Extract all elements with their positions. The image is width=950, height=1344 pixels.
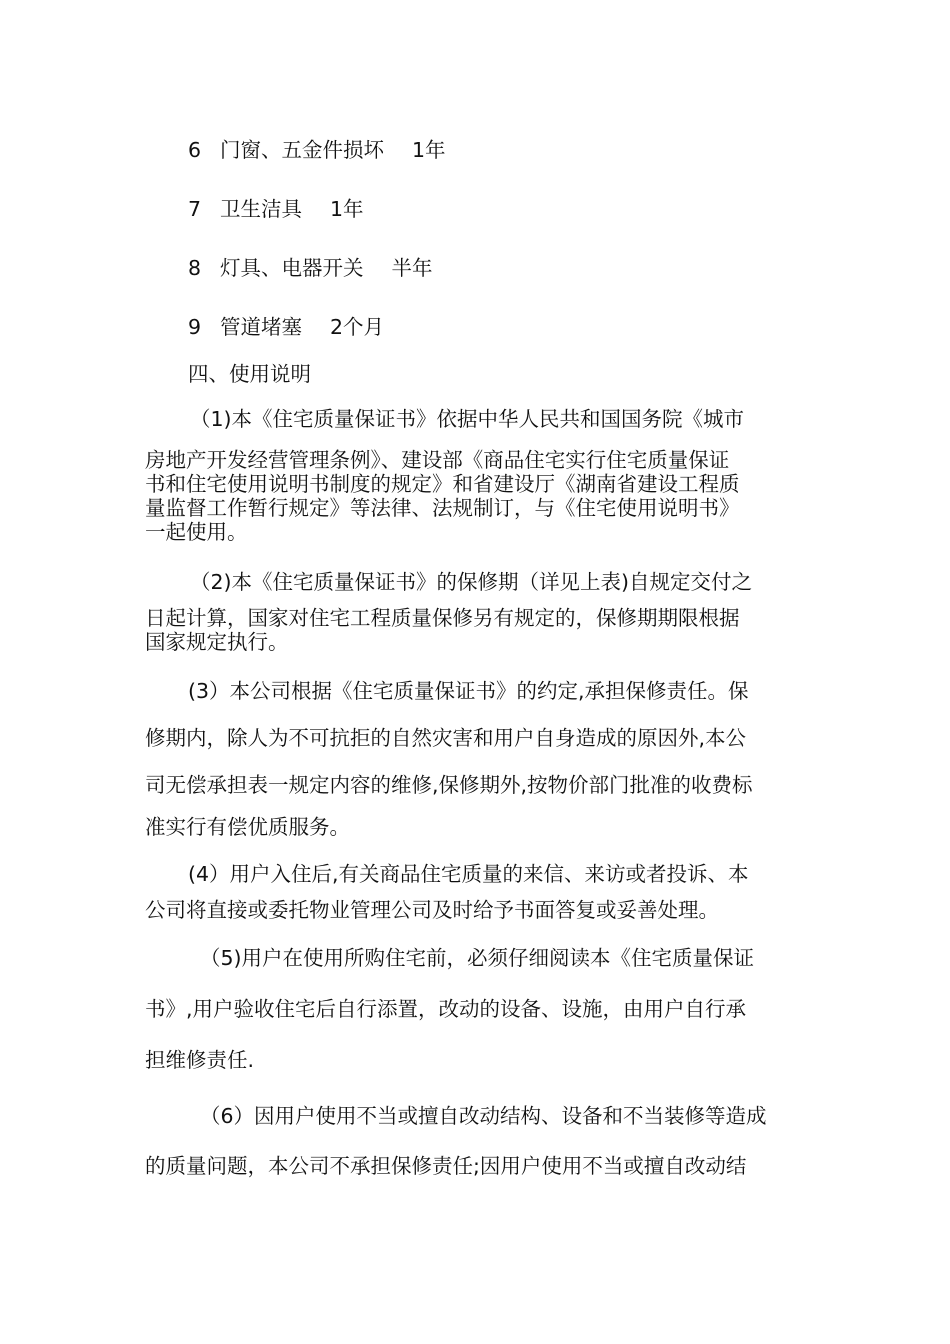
paragraph-line: 房地产开发经营管理条例》、建设部《商品住宅实行住宅质量保证 (145, 448, 730, 472)
paragraph-line: 日起计算，国家对住宅工程质量保修另有规定的，保修期期限根据 (145, 606, 740, 630)
paragraph-line: （5)用户在使用所购住宅前，必须仔细阅读本《住宅质量保证 (200, 946, 755, 970)
item-period: 1年 (330, 197, 364, 221)
paragraph-line: （2)本《住宅质量保证书》的保修期（详见上表)自规定交付之 (190, 570, 753, 594)
item-name: 卫生洁具 (220, 197, 302, 221)
item-period: 半年 (391, 256, 433, 280)
section-heading: 四、使用说明 (188, 362, 311, 386)
paragraph-line: 担维修责任. (145, 1048, 255, 1072)
paragraph-line: 一起使用。 (145, 520, 248, 544)
paragraph-line: 公司将直接或委托物业管理公司及时给予书面答复或妥善处理。 (145, 898, 719, 922)
item-period: 1年 (412, 138, 446, 162)
warranty-item (188, 312, 384, 342)
item-name: 门窗、五金件损坏 (220, 138, 384, 162)
paragraph-line: （6）因用户使用不当或擅自改动结构、设备和不当装修等造成 (200, 1104, 767, 1128)
item-number: 8 (188, 256, 202, 280)
paragraph-line: 准实行有偿优质服务。 (145, 815, 350, 839)
paragraph-line: 修期内，除人为不可抗拒的自然灾害和用户自身造成的原因外,本公 (145, 726, 747, 750)
item-name: 管道堵塞 (220, 315, 302, 339)
item-number: 9 (188, 315, 202, 339)
paragraph-line: 书》,用户验收住宅后自行添置，改动的设备、设施，由用户自行承 (145, 997, 747, 1021)
paragraph-line: 量监督工作暂行规定》等法律、法规制订，与《住宅使用说明书》 (145, 496, 740, 520)
warranty-item (188, 253, 433, 283)
item-number: 7 (188, 197, 202, 221)
paragraph-line: 司无偿承担表一规定内容的维修,保修期外,按物价部门批准的收费标 (145, 773, 753, 797)
paragraph-line: （1)本《住宅质量保证书》依据中华人民共和国国务院《城市 (190, 407, 745, 431)
paragraph-line: (3）本公司根据《住宅质量保证书》的约定,承担保修责任。保 (188, 679, 749, 703)
item-number: 6 (188, 138, 202, 162)
item-period: 2个月 (330, 315, 385, 339)
warranty-item (188, 194, 364, 224)
paragraph-line: (4）用户入住后,有关商品住宅质量的来信、来访或者投诉、本 (188, 862, 749, 886)
item-name: 灯具、电器开关 (220, 256, 364, 280)
paragraph-line: 书和住宅使用说明书制度的规定》和省建设厅《湖南省建设工程质 (145, 472, 740, 496)
paragraph-line: 的质量问题，本公司不承担保修责任;因用户使用不当或擅自改动结 (145, 1154, 747, 1178)
warranty-item (188, 135, 446, 165)
paragraph-line: 国家规定执行。 (145, 630, 289, 654)
